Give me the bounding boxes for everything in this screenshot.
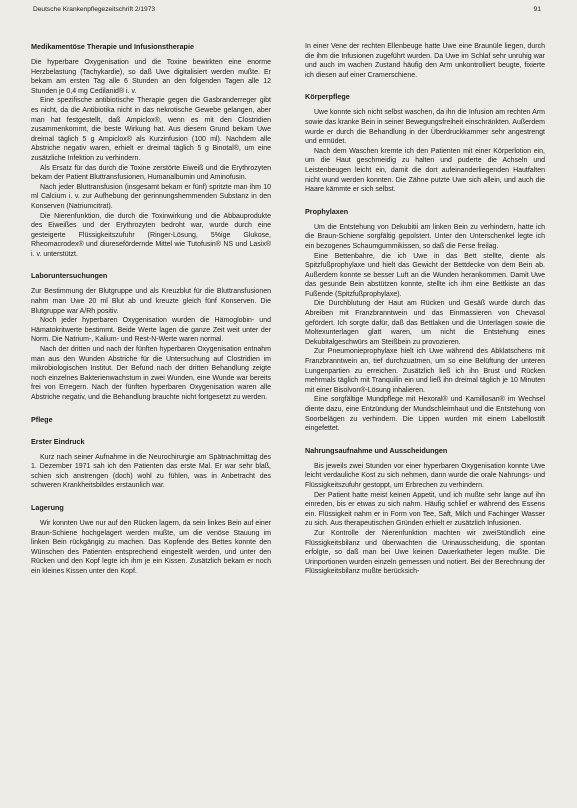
right-column: [305, 42, 545, 577]
section-heading: Medikamentöse Therapie und Infusionstherapie: [31, 42, 194, 51]
body-paragraph: Eine Bettenbahre, die ich Uwe in das Bett stellte, diente als Spitzfußprophylaxe und hielt das Gewicht der Bettdecke von dem Bein ab. Außerdem konnte se besser Luft an die Wunden herankommen. Damit Uwe das gesunde Bein abstützen konnte, stellte ich ihm eine Bettkiste an das Fußende (Spitzfußprophylaxe).: [305, 252, 545, 298]
body-paragraph: Um die Entstehung von Dekubitii am linken Bein zu verhindern, hatte ich die Braun-Schiene sorgfältig gepolstert. Unter den Unterschenkel legte ich ein bezogenes Schaumgummikissen, so daß die Ferse freilag.: [305, 223, 545, 250]
section-heading: Laboruntersuchungen: [31, 271, 108, 281]
body-paragraph: Zur Bestimmung der Blutgruppe und als Kreuzblut für die Bluttransfusionen nahm man Uwe 20 ml Blut ab und kreuzte gleich fünf Konserven. Die Blutgruppe war A/Rh positiv.: [31, 288, 271, 315]
left-column: [31, 42, 271, 577]
body-paragraph: Die Nierenfunktion, die durch die Toxinwirkung und die Abbauprodukte des Eiweißes und der Erythrozyten bedroht war, wurde durch eine gesteigerte Flüssigkeitszufuhr (Ringer-Lösung, 5%ige Glukose, Rheomacrodex® und diuresefördernde Mittel wie Tutofusin® NS und Lasix® i. v. unterstützt.: [31, 212, 271, 258]
body-paragraph: Eine sorgfältige Mundpflege mit Hexoral® und Kamillosan® im Wechsel diente dazu, eine Entzündung der Mundschleimhaut und die Entstehung von Soorbelägen zu verhindern. Die Lippen wurden mit einem Labellostift eingefettet.: [305, 396, 545, 433]
body-paragraph: Nach dem Waschen kremte ich den Patienten mit einer Körperlotion ein, um die Haut geschmeidig zu halten und puderte die Achseln und Leistenbeugen leicht ein, damit die dort aufeinanderliegenden Hautfalten nicht wund werden konnten. Die Zähne putzte Uwe sich allein, und auch die Haare kämmte er sich selbst.: [305, 147, 545, 194]
body-paragraph: Bis jeweils zwei Stunden vor einer hyperbaren Oxygenisation konnte Uwe leicht verdauliche Kost zu sich nehmen, dann wurde die orale Nahrungs- und Flüssigkeitszufuhr gestoppt, um Erbrechen zu verhindern.: [305, 462, 545, 489]
section-heading: Nahrungsaufnahme und Ausscheidungen: [305, 445, 448, 455]
section-heading: Pflege: [31, 414, 53, 424]
body-paragraph: Der Patient hatte meist keinen Appetit, und ich mußte sehr lange auf ihn einreden, bis er etwas zu sich nahm. Häufig schlief er während des Essens ein. Flüssigkeit nahm er in Form von Tee, Saft, Milch und Fachinger Wasser zu sich. Aus therapeutischen Gründen erhielt er zusätzlich Infusionen.: [305, 491, 545, 528]
body-paragraph: Noch jeder hyperbaren Oxygenisation wurden die Hämoglobin- und Hämatokritwerte bestimmt. Beide Werte lagen die ganze Zeit weit unter der Norm. Die Natrium-, Kalium- und Rest-N-Werte waren normal.: [31, 317, 271, 344]
page-number: 91: [533, 6, 541, 13]
body-paragraph: Wir konnten Uwe nur auf den Rücken lagern, da sein linkes Bein auf einer Braun-Schiene hochgelagert werden mußte, um die venöse Stauung im linken Bein rückgängig zu machen. Das Kopfende des Bettes konnte den Wünschen des Patienten entsprechend eingestellt werden, und unter den Rücken und den Kopf legte ich ihm je ein Kissen. Zusätzlich bekam er noch ein kleines Kissen unter den Kopf.: [31, 519, 271, 575]
body-paragraph: Nach der dritten und nach der fünften hyperbaren Oxygenisation entnahm man aus den Wunden Abstriche für die Untersuchung auf Clostridien im mikrobiologischen Institut. Der Befund nach der dritten Behandlung zeigte noch einzelnes Bakterienwachstum in zwei Wunden, eine Wunde war bereits frei von Erregern. Nach der fünften hyperbaren Oxygenisation waren alle Abstriche negativ, und die Behandlung brauchte nicht fortgesetzt zu werden.: [31, 346, 271, 401]
body-paragraph: Die hyperbare Oxygenisation und die Toxine bewirkten eine enorme Herzbelastung (Tachykardie), so daß Uwe digitalisiert werden mußte. Er bekam am ersten Tag alle 6 Stunden an den folgenden Tagen alle 12 Stunden je 0,4 mg Cedilanid® i. v.: [31, 59, 271, 95]
section-heading: Körperpflege: [305, 92, 350, 102]
body-paragraph: Nach jeder Bluttransfusion (insgesamt bekam er fünf) spritzte man ihm 10 ml Calcium i. v. zur Aufhebung der gerinnungshemmenden Substanz in den Konserven (Natriumcitrat).: [31, 183, 271, 210]
body-paragraph: Zur Kontrolle der Nierenfunktion machten wir zweiStündlich eine Flüssigkeitsbilanz und überwachten die Urinausscheidung, die spontan erfolgte, so daß man bei Uwe keinen Dauerkatheter legen mußte. Die Urinportionen wurden einzeln gemessen und notiert. Bei der Berechnung der Flüssigkeitsbilanz mußte berücksich-: [305, 529, 545, 576]
body-paragraph: Kurz nach seiner Aufnahme in die Neurochirurgie am Spätnachmittag des 1. Dezember 1971 sah ich den Patienten das erste Mal. Er war sehr blaß, schien sich anstrengen (doch) wohl zu fühlen, was in Anbetracht des schweren Krankheitsbildes erstaunlich war.: [31, 453, 271, 490]
body-paragraph: In einer Vene der rechten Ellenbeuge hatte Uwe eine Braunüle liegen, durch die ihm die Infusionen zugeführt wurden. Da Uwe im Schlaf sehr unruhig war und auch im wachen Zustand häufig den Arm unkontrolliert beugte, fixierte ich diesen auf einer Cramerschiene.: [305, 43, 545, 79]
section-heading: Prophylaxen: [305, 206, 349, 216]
body-paragraph: Zur Pneumonieprophylaxe hielt ich Uwe während des Abklatschens mit Franzbranntwein an, tief durchzuatmen, um so eine Belüftung der unteren Lungenpartien zu erreichen. Zusätzlich ließ ich ihn Brust und Rücken mehrmals täglich mit Tranquilin ein und ließ ihn dreimal täglich je 10 Minuten mit einer Bisolvon®-Lösung inhalieren.: [305, 348, 545, 394]
body-paragraph: Eine spezifische antibiotische Therapie gegen die Gasbranderreger gibt es nicht, da die Antibiotika nicht in das nekrotische Gewebe gelangen, aber man hat festgestellt, daß Ampiclox®, wenn es mit den Clostridien zusammenkommt, die beste Wirkung hat. Aus diesem Grund bekam Uwe dreimal täglich 5 g Ampiclox® als Kurzinfusion (100 ml). Nachdem alle Abstriche negativ waren, erhielt er dreimal täglich 5 g Binotal®, um eine zusätzliche Infektion zu verhindern.: [31, 97, 271, 162]
running-head: Deutsche Krankenpflegezeitschrift 2/1973: [33, 6, 156, 13]
body-paragraph: Als Ersatz für das durch die Toxine zerstörte Eiweiß und die Erythrozyten bekam der Patient Bluttransfusionen, Humanalbumin und Aminofusin.: [31, 164, 271, 182]
section-heading: Lagerung: [31, 502, 64, 512]
body-paragraph: Die Durchblutung der Haut am Rücken und Gesäß wurde durch das Abreiben mit Franzbranntwein und das Einmassieren von Chevasol gefördert. Ich sorgte dafür, daß das Bettlaken und die Unterlagen sowie die Moltexunterlagen glatt waren, um nicht die Entstehung eines Dekubitalgeschwürs am Steißbein zu provozieren.: [305, 300, 545, 346]
body-paragraph: Uwe konnte sich nicht selbst waschen, da ihn die Infusion am rechten Arm sowie das kranke Bein in seiner Bewegungsfreiheit einschränkten. Außerdem wurde er durch die Behandlung in der Überdruckkammer sehr angestrengt und ermüdet.: [305, 109, 545, 146]
section-heading: Erster Eindruck: [31, 436, 85, 446]
